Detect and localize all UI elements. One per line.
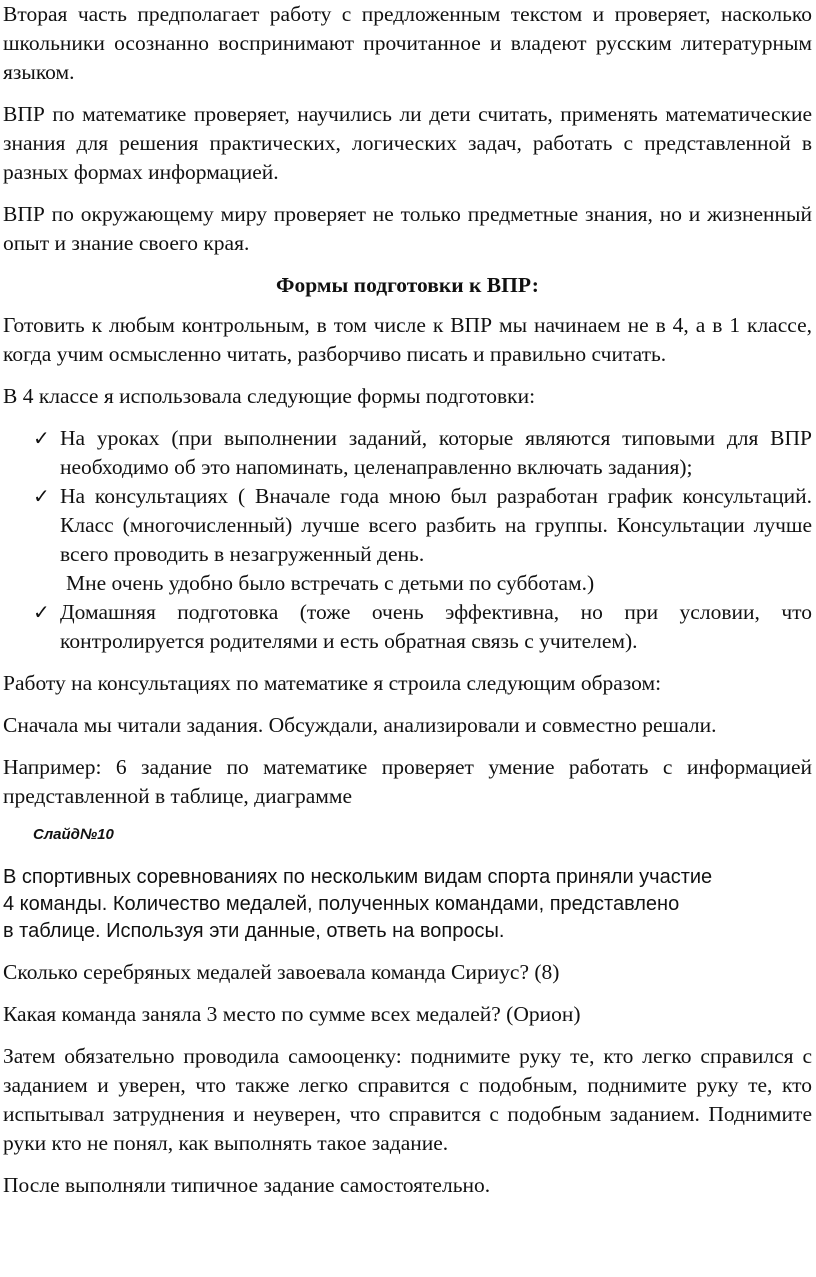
paragraph-second-part: Вторая часть предполагает работу с предложенным текстом и проверяет, насколько школьники осознанно воспринимают прочитанное и владеют русским литературным языком. [3, 2, 812, 84]
checkmark-icon: ✓ [33, 600, 50, 624]
question-third-place: Какая команда заняла 3 место по сумме всех медалей? (Орион) [3, 1002, 581, 1026]
slide-label: Слайд№10 [33, 826, 114, 843]
paragraph-world-vpr: ВПР по окружающему миру проверяет не только предметные знания, но и жизненный опыт и знание своего края. [3, 202, 812, 255]
paragraph-prepare-from-first-grade: Готовить к любым контрольным, в том числе к ВПР мы начинаем не в 4, а в 1 классе, когда учим осмысленно читать, разборчиво писать и правильно считать. [3, 313, 812, 366]
paragraph-forms-intro: В 4 классе я использовала следующие формы подготовки: [3, 384, 536, 408]
checklist-item-consultations [3, 482, 812, 598]
paragraph-independent-work: После выполняли типичное задание самостоятельно. [3, 1173, 491, 1197]
section-heading: Формы подготовки к ВПР: [276, 273, 539, 297]
forms-checklist [3, 424, 812, 656]
paragraph-example-task: Например: 6 задание по математике проверяет умение работать с информацией представленной в таблице, диаграмме [3, 755, 812, 808]
task-line: 4 команды. Количество медалей, полученных командами, представлено [3, 893, 680, 915]
paragraph-consultation-structure: Работу на консультациях по математике я строила следующим образом: [3, 671, 662, 695]
checklist-item-home [3, 598, 812, 656]
checklist-item-text: Домашняя подготовка (тоже очень эффективна, но при условии, что контролируется родителями и есть обратная связь с учителем). [60, 600, 812, 653]
checklist-item-text: На консультациях ( Вначале года мною был разработан график консультаций. Класс (многочисленный) лучше всего разбить на группы. Консультации лучше всего проводить в незагруженный день. [60, 484, 812, 566]
task-line: в таблице. Используя эти данные, ответь на вопросы. [3, 920, 505, 942]
question-silver-medals: Сколько серебряных медалей завоевала команда Сириус? (8) [3, 960, 560, 984]
checkmark-icon: ✓ [33, 484, 50, 508]
paragraph-math-vpr: ВПР по математике проверяет, научились ли дети считать, применять математические знания для решения практических, логических задач, работать с представленной в разных формах информацией. [3, 102, 812, 184]
paragraph-reading-tasks: Сначала мы читали задания. Обсуждали, анализировали и совместно решали. [3, 713, 717, 737]
paragraph-self-assessment: Затем обязательно проводила самооценку: поднимите руку те, кто легко справился с заданием и уверен, что также легко справится с подобным, поднимите руку те, кто испытывал затруднения и неуверен, что справится с подобным заданием. Поднимите руки кто не понял, как выполнять такое задание. [3, 1044, 812, 1155]
task-text [3, 864, 812, 945]
checkmark-icon: ✓ [33, 426, 50, 450]
checklist-item-note: Мне очень удобно было встречать с детьми по субботам.) [66, 571, 595, 595]
checklist-item-text: На уроках (при выполнении заданий, которые являются типовыми для ВПР необходимо об это напоминать, целенаправленно включать задания); [60, 426, 812, 479]
task-line: В спортивных соревнованиях по нескольким видам спорта приняли участие [3, 866, 713, 888]
checklist-item-lessons [3, 424, 812, 482]
